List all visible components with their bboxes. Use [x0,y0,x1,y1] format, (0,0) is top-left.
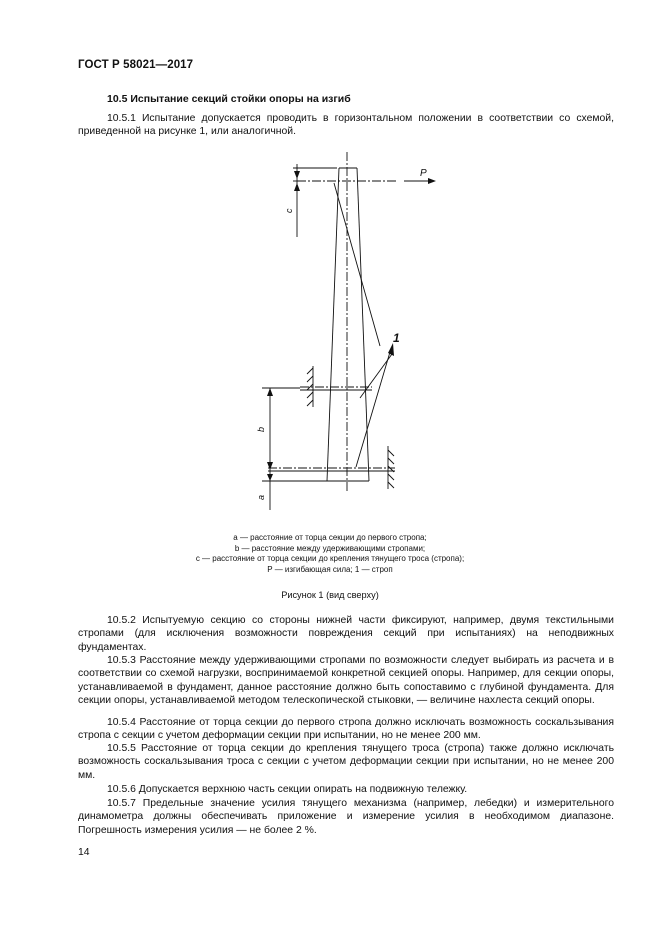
legend-line: P — изгибающая сила; 1 — строп [267,564,393,574]
paragraph-10-5-1: 10.5.1 Испытание допускается проводить в горизонтальном положении в соответствии со схемой, приведенной на рисунке 1, или аналогичной. [78,113,614,138]
column-right-edge [357,168,369,481]
label-a: a [256,494,266,500]
page-number: 14 [78,847,90,858]
legend-line: a — расстояние от торца секции до первого стропа; [233,533,427,542]
paragraph-10-5-2: 10.5.2 Испытуемую секцию со стороны нижней части фиксируют, например, двумя текстильными стропами (для исключения возможности повреждения секций при испытаниях) на неподвижных фундаментах. [78,615,614,653]
sling-1-line [356,352,390,467]
paragraph-10-5-6: 10.5.6 Допускается верхнюю часть секции опирать на подвижную тележку. [107,784,468,795]
document-header: ГОСТ Р 58021—2017 [78,59,194,71]
paragraph-10-5-3: 10.5.3 Расстояние между удерживающими стропами по возможности следует выбирать из расчета и в соответствии со схемой нагрузки, воспринимаемой конкретной секцией опоры. Например, для секции опоры, устанавливаемой в фундамент, данное расстояние должно быть сопоставимо с глубиной фундамента. Для секции опоры, устанавливаемой методом телескопической стыковки, — величине нахлеста секций опоры. [78,655,614,707]
label-b: b [256,426,266,432]
label-1: 1 [393,331,400,345]
diagonal-sling-line [334,183,380,346]
label-c: c [284,208,294,213]
figure-legend [150,533,510,575]
paragraph-10-5-5: 10.5.5 Расстояние от торца секции до крепления тянущего троса (стропа) также должно исключать возможность соскальзывания троса с секции с учетом деформации секции при испытании, но не менее 200 мм. [78,743,614,781]
section-title: 10.5 Испытание секций стойки опоры на изгиб [107,93,351,105]
paragraph-10-5-4: 10.5.4 Расстояние от торца секции до первого стропа должно исключать возможность соскальзывания стропа с секции с учетом деформации секции при испытании, но не менее 200 мм. [78,717,614,742]
legend-line: b — расстояние между удерживающими стропами; [234,543,426,553]
legend-line: c — расстояние от торца секции до крепления тянущего троса (стропа); [195,554,465,564]
label-P: P [420,168,427,179]
figure-caption: Рисунок 1 (вид сверху) [281,590,379,600]
paragraph-10-5-7: 10.5.7 Предельные значение усилия тянущего механизма (например, лебедки) и измерительного динамометра должны обеспечивать приложение и измерение усилия в необходимом диапазоне. Погрешность измерения усилия — не более 2 %. [78,798,614,836]
column-left-edge [327,168,339,481]
